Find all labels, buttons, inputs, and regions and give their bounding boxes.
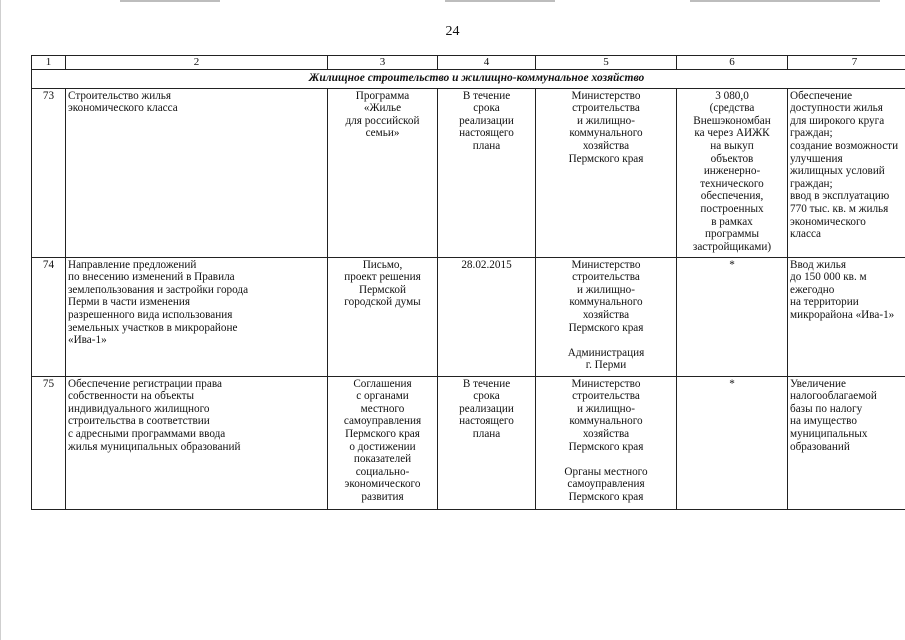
cell-line: Перми в части изменения bbox=[68, 296, 191, 309]
cell-line: программы bbox=[705, 228, 759, 241]
cell-line: жилья муниципальных образований bbox=[68, 440, 241, 453]
cell-line: Пермского края bbox=[345, 427, 420, 440]
cell-line: Направление предложений bbox=[68, 258, 197, 271]
cell-line: Увеличение bbox=[790, 377, 846, 390]
cell-line: в рамках bbox=[711, 215, 753, 228]
measure-cell bbox=[66, 88, 328, 257]
column-number: 5 bbox=[536, 56, 677, 70]
cell-line: хозяйства bbox=[582, 139, 630, 152]
cell-line: местного bbox=[360, 402, 405, 415]
cell-line: жилищных условий bbox=[790, 165, 885, 178]
cell-line: доступности жилья bbox=[790, 102, 883, 115]
cell-line: и жилищно- bbox=[577, 283, 635, 296]
cell-line: Обеспечение регистрации права bbox=[68, 377, 222, 390]
cell-line: для широкого круга bbox=[790, 114, 885, 127]
instrument-cell bbox=[328, 257, 438, 376]
cell-line: Министерство bbox=[571, 377, 641, 390]
cell-line: и жилищно- bbox=[577, 402, 635, 415]
cell-line: * bbox=[729, 258, 735, 271]
cell-line: для российской bbox=[345, 114, 420, 127]
cell-line: экономического bbox=[344, 478, 421, 491]
cell-line: Пермского края bbox=[568, 440, 644, 453]
result-cell bbox=[788, 88, 905, 257]
measure-cell bbox=[66, 376, 328, 509]
cell-line: Обеспечение bbox=[790, 89, 853, 102]
cell-line: по внесению изменений в Правила bbox=[68, 271, 235, 284]
cell-line: городской думы bbox=[344, 296, 421, 309]
cell-line: налогооблагаемой bbox=[790, 390, 877, 403]
cell-line: с адресными программами ввода bbox=[68, 427, 226, 440]
cell-line: Министерство bbox=[571, 258, 641, 271]
deadline-cell bbox=[438, 88, 536, 257]
cell-line: реализации bbox=[459, 402, 514, 415]
cell-line: обеспечения, bbox=[700, 190, 764, 203]
cell-line: коммунального bbox=[569, 127, 643, 140]
column-number: 7 bbox=[788, 56, 905, 70]
cell-line: граждан; bbox=[790, 127, 833, 140]
cell-line: экономического bbox=[790, 215, 866, 228]
cell-line: Пермского края bbox=[568, 490, 644, 503]
column-number: 3 bbox=[328, 56, 438, 70]
column-number: 2 bbox=[66, 56, 328, 70]
cell-line: и жилищно- bbox=[577, 114, 635, 127]
cell-line: 770 тыс. кв. м жилья bbox=[790, 202, 889, 215]
instrument-cell bbox=[328, 376, 438, 509]
cell-line: Программа bbox=[355, 89, 410, 102]
cell-line: 28.02.2015 bbox=[461, 258, 512, 271]
cell-line: самоуправления bbox=[343, 415, 422, 428]
cell-line: * bbox=[729, 377, 735, 390]
column-number: 6 bbox=[677, 56, 788, 70]
cell-line: строительства bbox=[572, 390, 640, 403]
cell-line: ежегодно bbox=[790, 283, 835, 296]
cell-line: Письмо, bbox=[362, 258, 403, 271]
cell-line: развития bbox=[361, 490, 404, 503]
cell-line: строительства bbox=[572, 271, 640, 284]
cell-line: Соглашения bbox=[353, 377, 412, 390]
cell-line: строительства bbox=[572, 102, 640, 115]
measure-cell bbox=[66, 257, 328, 376]
scan-edge bbox=[0, 0, 1, 640]
cell-line: базы по налогу bbox=[790, 402, 863, 415]
cell-line: Пермского края bbox=[568, 152, 644, 165]
column-number: 4 bbox=[438, 56, 536, 70]
cell-line: с органами bbox=[356, 390, 409, 403]
row-number: 74 bbox=[32, 257, 66, 376]
instrument-cell bbox=[328, 88, 438, 257]
cell-line: самоуправления bbox=[567, 478, 645, 491]
cell-line: показателей bbox=[353, 453, 412, 466]
column-number-row bbox=[32, 56, 905, 70]
cell-line: (средства bbox=[709, 102, 755, 115]
cell-line: класса bbox=[790, 228, 822, 241]
measures-table bbox=[31, 55, 905, 510]
cell-line: улучшения bbox=[790, 152, 843, 165]
cell-line bbox=[538, 334, 674, 347]
result-cell bbox=[788, 257, 905, 376]
cell-line: настоящего bbox=[459, 127, 514, 140]
cell-line: земельных участков в микрорайоне bbox=[68, 321, 238, 334]
cell-line: ввод в эксплуатацию bbox=[790, 190, 890, 203]
cell-line: хозяйства bbox=[582, 427, 630, 440]
cell-line: плана bbox=[472, 427, 501, 440]
cell-line: создание возможности bbox=[790, 139, 899, 152]
cell-line: г. Перми bbox=[585, 359, 627, 372]
cell-line: плана bbox=[472, 139, 501, 152]
cell-line: реализации bbox=[459, 114, 514, 127]
cell-line: социально- bbox=[355, 465, 410, 478]
executor-cell bbox=[536, 88, 677, 257]
cell-line: до 150 000 кв. м bbox=[790, 271, 867, 284]
cell-line: срока bbox=[473, 102, 500, 115]
cell-line: экономического класса bbox=[68, 102, 178, 115]
section-row bbox=[32, 69, 905, 88]
financing-cell bbox=[677, 88, 788, 257]
cell-line: индивидуального жилищного bbox=[68, 402, 210, 415]
cell-line: Ввод жилья bbox=[790, 258, 846, 271]
cell-line: на выкуп bbox=[710, 139, 754, 152]
table-row bbox=[32, 88, 905, 257]
cell-line: коммунального bbox=[569, 415, 643, 428]
cell-line: застройщиками) bbox=[692, 240, 772, 253]
cell-line: объектов bbox=[710, 152, 754, 165]
executor-cell bbox=[536, 376, 677, 509]
cell-line: муниципальных bbox=[790, 427, 868, 440]
cell-line: Министерство bbox=[571, 89, 641, 102]
financing-cell bbox=[677, 257, 788, 376]
cell-line: В течение bbox=[462, 377, 511, 390]
cell-line: ка через АИЖК bbox=[694, 127, 770, 140]
cell-line: семьи» bbox=[365, 127, 400, 140]
cell-line bbox=[538, 453, 674, 466]
column-number: 1 bbox=[32, 56, 66, 70]
cell-line: проект решения bbox=[344, 271, 421, 284]
cell-line: о достижении bbox=[349, 440, 416, 453]
scan-top-mark bbox=[690, 0, 880, 2]
cell-line: настоящего bbox=[459, 415, 514, 428]
scan-top-mark bbox=[445, 0, 555, 2]
cell-line: разрешенного вида использования bbox=[68, 308, 233, 321]
cell-line: построенных bbox=[700, 202, 764, 215]
cell-line: Внешэкономбан bbox=[693, 114, 771, 127]
cell-line: хозяйства bbox=[582, 308, 630, 321]
cell-line: образований bbox=[790, 440, 850, 453]
table-row bbox=[32, 257, 905, 376]
executor-cell bbox=[536, 257, 677, 376]
section-title: Жилищное строительство и жилищно-коммунальное хозяйство bbox=[32, 69, 905, 88]
scan-top-mark bbox=[120, 0, 220, 2]
cell-line: «Жилье bbox=[363, 102, 402, 115]
result-cell bbox=[788, 376, 905, 509]
cell-line: Строительство жилья bbox=[68, 89, 172, 102]
cell-line: землепользования и застройки города bbox=[68, 283, 249, 296]
cell-line: коммунального bbox=[569, 296, 643, 309]
table-row bbox=[32, 376, 905, 509]
cell-line: Органы местного bbox=[564, 465, 648, 478]
cell-line: Администрация bbox=[567, 346, 645, 359]
cell-line: В течение bbox=[462, 89, 511, 102]
cell-line: инженерно- bbox=[703, 165, 761, 178]
cell-line: строительства в соответствии bbox=[68, 415, 210, 428]
cell-line: срока bbox=[473, 390, 500, 403]
row-number: 75 bbox=[32, 376, 66, 509]
cell-line: на территории bbox=[790, 296, 859, 309]
cell-line: Пермской bbox=[359, 283, 406, 296]
row-number: 73 bbox=[32, 88, 66, 257]
cell-line: граждан; bbox=[790, 177, 833, 190]
cell-line: на имущество bbox=[790, 415, 857, 428]
page-number: 24 bbox=[445, 24, 460, 39]
cell-line: 3 080,0 bbox=[715, 89, 749, 102]
cell-line: собственности на объекты bbox=[68, 390, 194, 403]
deadline-cell bbox=[438, 257, 536, 376]
cell-line: технического bbox=[700, 177, 764, 190]
cell-line: Пермского края bbox=[568, 321, 644, 334]
cell-line: микрорайона «Ива-1» bbox=[790, 308, 895, 321]
financing-cell bbox=[677, 376, 788, 509]
cell-line: «Ива-1» bbox=[68, 334, 107, 347]
deadline-cell bbox=[438, 376, 536, 509]
